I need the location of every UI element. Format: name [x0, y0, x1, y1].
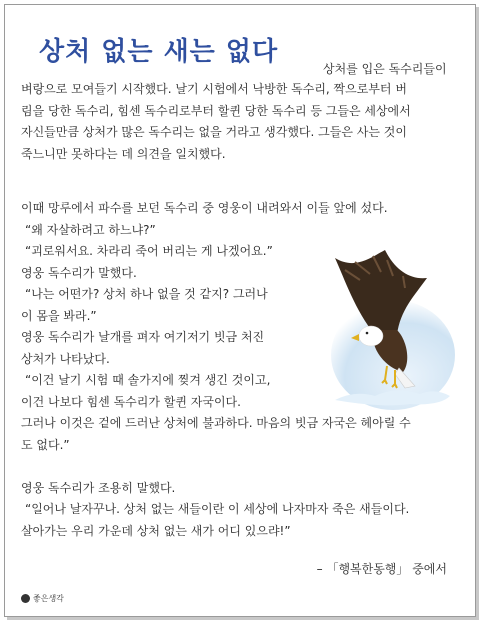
story-line: 도 없다.”: [21, 437, 70, 452]
story-line: 그러나 이것은 겉에 드러난 상처에 불과하다. 마음의 빗금 자국은 헤아릴 수: [21, 416, 411, 430]
story-line: “이건 날기 시험 때 솔가지에 찢겨 생긴 것이고,: [25, 373, 271, 387]
story-line: 이건 나보다 힘센 독수리가 할퀸 자국이다.: [21, 394, 241, 409]
story-line: 영웅 독수리가 날개를 펴자 여기저기 빗금 처진: [21, 330, 265, 344]
intro-first-line: 상처를 입은 독수리들이: [323, 62, 447, 76]
eagle-head: [359, 326, 383, 346]
story-line: 상처가 나타났다.: [21, 351, 110, 366]
story-line: “괴로워서요. 차라리 죽어 버리는 게 나겠어요.”: [25, 244, 273, 258]
article-page: [15, 15, 465, 605]
eagle-illustration: [315, 240, 455, 415]
story-line: 영웅 독수리가 말했다.: [21, 265, 137, 280]
intro-line: 림을 당한 독수리, 힘센 독수리로부터 할퀸 당한 독수리 등 그들은 세상에서: [21, 103, 411, 118]
story-line: “왜 자살하려고 하느냐?”: [25, 222, 156, 237]
paragraph-gap: [21, 456, 461, 478]
logo-text: 좋은생각: [33, 594, 64, 603]
article-frame: [4, 4, 476, 617]
story-line: “일어나 날자꾸나. 상처 없는 새들이란 이 세상에 나자마자 죽은 새들이다.: [25, 502, 410, 516]
source-citation: – 「행복한동행」 중에서: [316, 562, 447, 576]
intro-line: 죽느니만 못하다는 데 의견을 일치했다.: [21, 146, 226, 161]
intro-line: 자신들만큼 상처가 많은 독수리는 없을 거라고 생각했다. 그들은 사는 것이: [21, 125, 407, 139]
story-line: 이때 망루에서 파수를 보던 독수리 중 영웅이 내려와서 이들 앞에 섰다.: [21, 201, 388, 215]
publisher-logo: [21, 593, 64, 604]
intro-line: 벼랑으로 모여들기 시작했다. 날기 시험에서 낙방한 독수리, 짝으로부터 버: [21, 82, 407, 96]
intro-paragraph: [21, 79, 461, 165]
story-line: 이 몸을 봐라.”: [21, 308, 97, 323]
logo-icon: [21, 594, 30, 603]
page-title: 상처 없는 새는 없다: [39, 37, 279, 67]
story-line: “나는 어떤가? 상처 하나 없을 것 같지? 그러나: [25, 287, 268, 301]
story-line: 살아가는 우리 가운데 상처 없는 새가 어디 있으랴!”: [21, 523, 291, 538]
story-line: 영웅 독수리가 조용히 말했다.: [21, 480, 176, 495]
